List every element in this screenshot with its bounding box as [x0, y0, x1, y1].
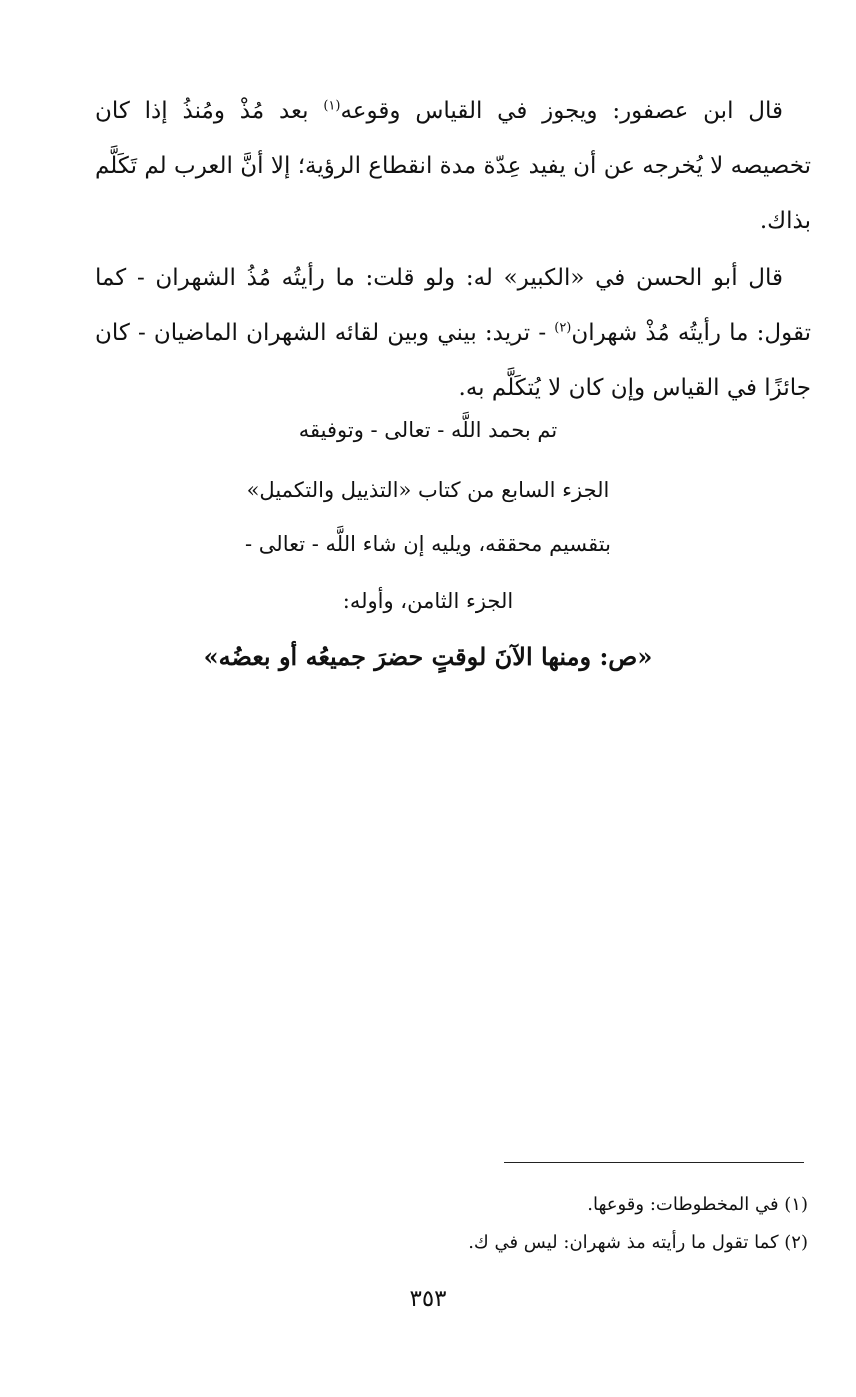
- paragraph-ibn-usfur: [95, 84, 811, 249]
- footnote-ref-1: (١): [323, 98, 341, 114]
- colophon-line: بتقسيم محققه، ويليه إن شاء اللَّه - تعالى -: [245, 532, 611, 556]
- footnote-1: (١) في المخطوطات: وقوعها.: [587, 1194, 808, 1215]
- page-number: ٣٥٣: [409, 1286, 447, 1312]
- colophon-next-part-line: الجزء الثامن، وأوله:: [342, 589, 514, 613]
- paragraph-text: قال ابن عصفور: ويجوز في القياس وقوعه: [340, 98, 783, 124]
- paragraph-text: - تريد: بيني وبين لقائه الشهران الماضيان - كان جائزًا في القياس وإن كان لا يُتكَلَّم به.: [95, 320, 811, 401]
- footnotes: [95, 1186, 808, 1262]
- footnote-2: (٢) كما تقول ما رأيته مذ شهران: ليس في ك.: [468, 1232, 808, 1253]
- footnote-separator: [504, 1162, 804, 1163]
- paragraph-text: بعد مُذْ ومُنذُ إذا كان تخصيصه لا يُخرجه عن أن يفيد عِدّة مدة انقطاع الرؤية؛ إلا أنَّ العرب لم تَكَلَّم بذاك.: [95, 98, 811, 234]
- main-text: [95, 84, 811, 416]
- paragraph-text: قال أبو الحسن في «الكبير» له: ولو قلت: ما رأيتُه مُذُ الشهران - كما تقول: ما رأيتُه مُذْ شهران: [95, 265, 812, 346]
- colophon-line: تم بحمد اللَّه - تعالى - وتوفيقه: [298, 418, 558, 442]
- paragraph-abu-al-hasan: [95, 251, 811, 416]
- colophon-book-title-line: الجزء السابع من كتاب «التذييل والتكميل»: [246, 478, 610, 502]
- colophon-opening-quote: «ص: ومنها الآنَ لوقتٍ حضرَ جميعُه أو بعضُه»: [203, 642, 653, 671]
- footnote-ref-2: (٢): [554, 320, 572, 336]
